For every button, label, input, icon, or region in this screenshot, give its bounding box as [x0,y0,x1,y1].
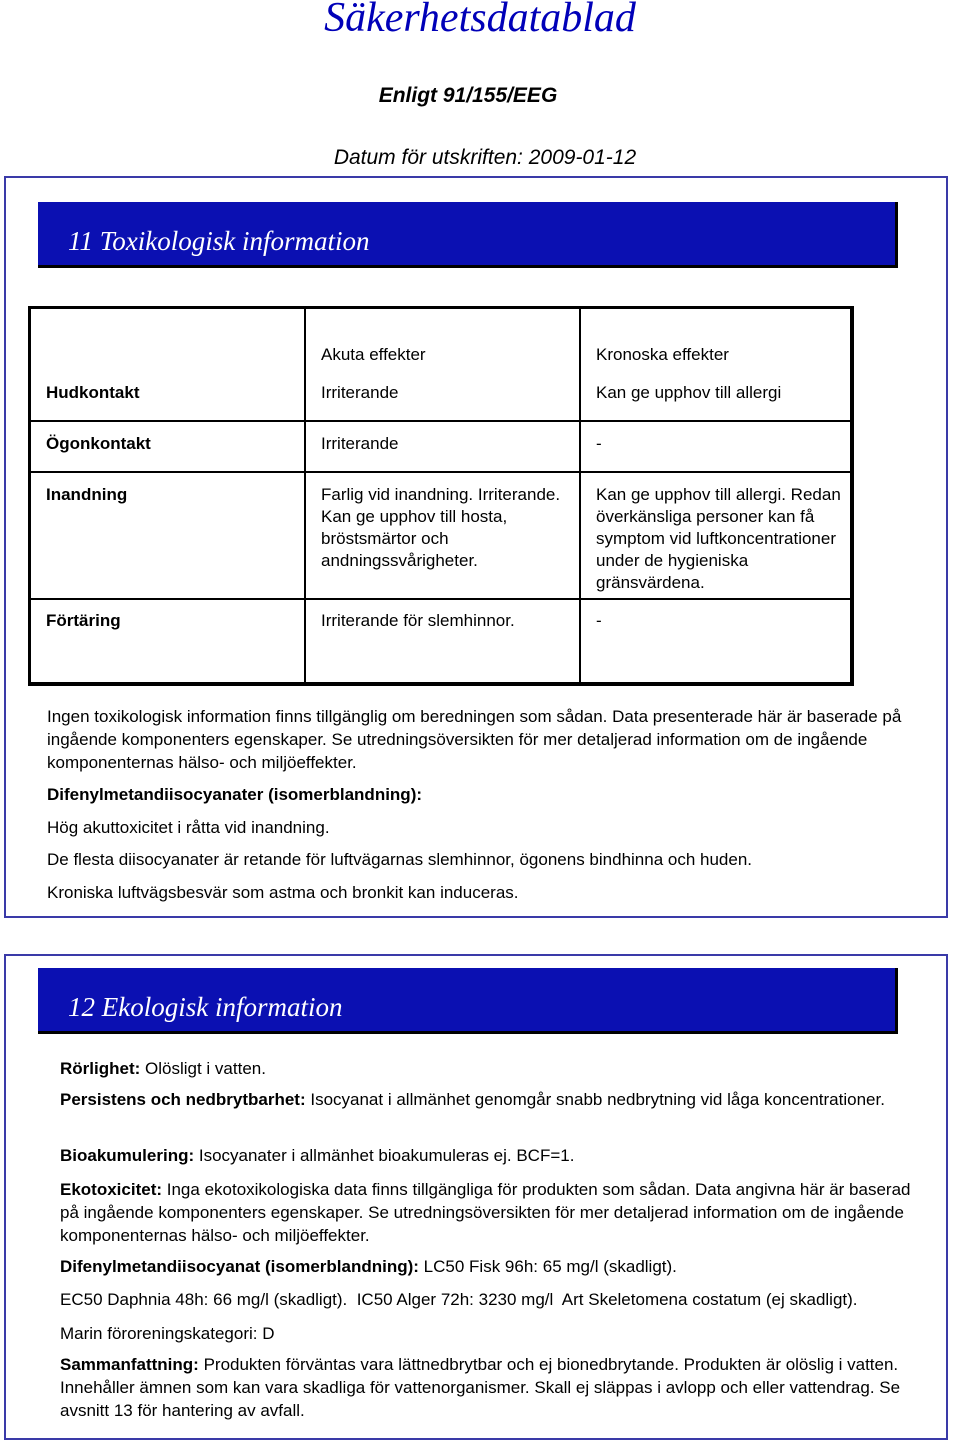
row-label-inhalation: Inandning [46,485,128,504]
eco-marine: Marin föroreningskategori: D [60,1324,275,1343]
tox-substance-heading: Difenylmetandiisocyanater (isomerblandning): [47,785,423,804]
eco-persistence [60,1088,930,1111]
section-11-header: 11 Toxikologisk information [38,202,898,268]
tox-line-chronic: Kroniska luftvägsbesvär som astma och bronkit kan induceras. [47,883,519,902]
row-label-eye: Ögonkontakt [46,434,151,453]
eco-ec50: EC50 Daphnia 48h: 66 mg/l (skadligt). IC50 Alger 72h: 3230 mg/l Art Skeletomena costatum (ej skadligt). [60,1290,858,1309]
ecotox-label: Ekotoxicitet: [60,1180,163,1199]
bioacc-label: Bioakumulering: [60,1146,195,1165]
mobility-label: Rörlighet: [60,1059,141,1078]
persistence-label: Persistens och nedbrytbarhet: [60,1090,306,1109]
row-inhalation-acute: Farlig vid inandning. Irriterande. Kan ge upphov till hosta, bröstsmärtor och andningssvårigheter. [321,485,561,570]
tox-info-paragraph: Ingen toxikologisk information finns tillgänglig om beredningen som sådan. Data presenterade här är baserade på ingående komponenters egenskaper. Se utredningsöversikten för mer detaljerad information om de ingående komponenternas hälso- och miljöeffekter. [47,707,902,772]
mdi-text: LC50 Fisk 96h: 65 mg/l (skadligt). [418,1257,677,1276]
row-eye-chronic: - [596,434,602,453]
eco-ecotoxicity [60,1178,930,1247]
col-header-acute: Akuta effekter [321,345,426,364]
effects-table [28,306,854,686]
ecotox-text: Inga ekotoxikologiska data finns tillgängliga för produkten som sådan. Data angivna här är baserad på ingående komponenters egenskaper. Se utredningsöversikten för mer detaljerad information om de ingående komponenternas hälso- och miljöeffekter. [60,1180,911,1245]
summary-text: Produkten förväntas vara lättnedbrytbar och ej bionedbrytande. Produkten är olöslig i vatten. Innehåller ämnen som kan vara skadliga för vattenorganismer. Skall ej släppas i avlopp och eller vattendrag. Se avsnitt 13 för hantering av avfall. [60,1355,901,1420]
row-ingestion-acute: Irriterande för slemhinnor. [321,611,515,630]
eco-bioaccumulation [60,1144,930,1167]
section-12-header: 12 Ekologisk information [38,968,898,1034]
tox-line-irritation: De flesta diisocyanater är retande för luftvägarnas slemhinnor, ögonens bindhinna och huden. [47,850,753,869]
row-skin-acute: Irriterande [321,383,399,402]
row-eye-acute: Irriterande [321,434,399,453]
row-label-ingestion: Förtäring [46,611,121,630]
mobility-text: Olösligt i vatten. [140,1059,266,1078]
row-skin-chronic: Kan ge upphov till allergi [596,383,782,402]
document-title: Säkerhetsdatablad [324,0,636,41]
eco-summary [60,1353,930,1422]
eco-mdi [60,1255,930,1278]
bioacc-text: Isocyanater i allmänhet bioakumuleras ej. BCF=1. [194,1146,575,1165]
row-ingestion-chronic: - [596,611,602,630]
row-inhalation-chronic: Kan ge upphov till allergi. Redan överkänsliga personer kan få symptom vid luftkoncentrationer under de hygieniska gränsvärdena. [596,485,841,592]
persistence-text: Isocyanat i allmänhet genomgår snabb nedbrytning vid låga koncentrationer. [305,1090,885,1109]
row-label-skin: Hudkontakt [46,383,140,402]
eco-mobility [60,1057,930,1080]
col-header-chronic: Kronoska effekter [596,345,729,364]
directive-subtitle: Enligt 91/155/EEG [378,84,558,107]
tox-line-acute: Hög akuttoxicitet i råtta vid inandning. [47,818,330,837]
mdi-label: Difenylmetandiisocyanat (isomerblandning): [60,1257,419,1276]
print-date: Datum för utskriften: 2009-01-12 [333,146,637,169]
summary-label: Sammanfattning: [60,1355,199,1374]
